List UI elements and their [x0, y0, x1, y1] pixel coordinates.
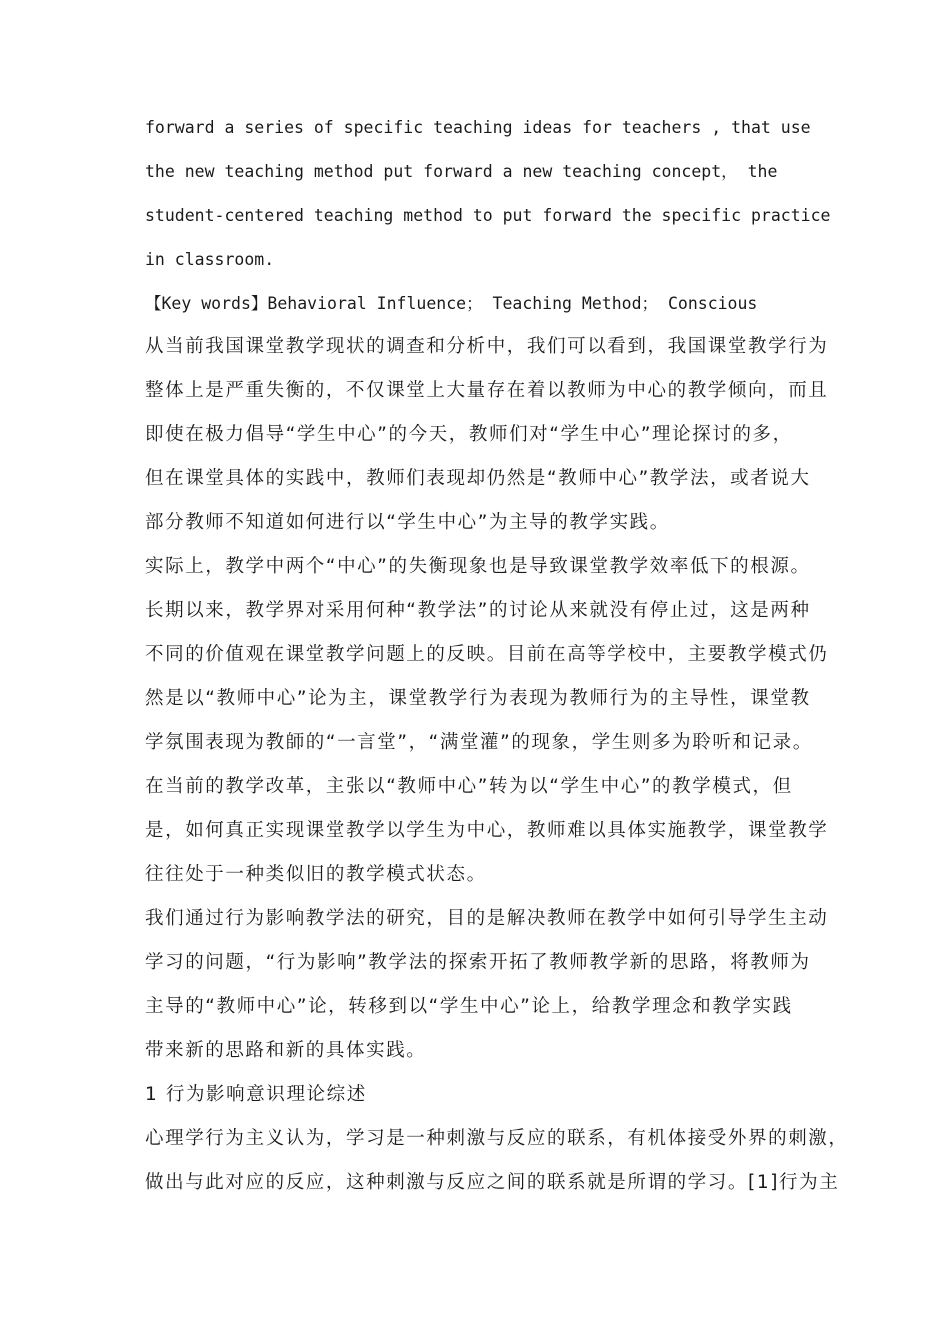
- paragraph-line: 是，如何真正实现课堂教学以学生为中心，教师难以具体实施教学，课堂教学: [145, 820, 829, 841]
- abstract-line: the new teaching method put forward a new teaching concept， the: [145, 162, 778, 181]
- paragraph-line: 往往处于一种类似旧的教学模式状态。: [145, 864, 487, 885]
- paragraph-line: 实际上，教学中两个“中心”的失衡现象也是导致课堂教学效率低下的根源。: [145, 556, 811, 577]
- abstract-line: forward a series of specific teaching ideas for teachers , that use: [145, 118, 811, 137]
- abstract-english: [145, 112, 831, 288]
- paragraph-line: 但在课堂具体的实践中，教师们表现却仍然是“教师中心”教学法，或者说大: [145, 468, 811, 489]
- paragraph-line: 主导的“教师中心”论，转移到以“学生中心”论上，给教学理念和教学实践: [145, 996, 793, 1017]
- paragraph-1: [145, 331, 829, 551]
- paragraph-line: 即使在极力倡导“学生中心”的今天，教师们对“学生中心”理论探讨的多，: [145, 424, 793, 445]
- paragraph-2: [145, 551, 829, 903]
- paragraph-line: 带来新的思路和新的具体实践。: [145, 1040, 427, 1061]
- paragraph-line: 从当前我国课堂教学现状的调查和分析中，我们可以看到，我国课堂教学行为: [145, 336, 829, 357]
- paragraph-line: 我们通过行为影响教学法的研究，目的是解决教师在教学中如何引导学生主动: [145, 908, 829, 929]
- section-heading: 1 行为影响意识理论综述: [145, 1084, 367, 1105]
- paragraph-line: 学氛围表现为教師的“一言堂”，“满堂灌”的现象，学生则多为聆听和记录。: [145, 732, 813, 753]
- paragraph-line: 不同的价值观在课堂教学问题上的反映。目前在高等学校中，主要教学模式仍: [145, 644, 829, 665]
- paragraph-line: 然是以“教师中心”论为主，课堂教学行为表现为教师行为的主导性，课堂教: [145, 688, 811, 709]
- paragraph-line: 在当前的教学改革，主张以“教师中心”转为以“学生中心”的教学模式，但: [145, 776, 793, 797]
- abstract-line: student-centered teaching method to put forward the specific practice: [145, 206, 831, 225]
- paragraph-line: 心理学行为主义认为，学习是一种刺激与反应的联系，有机体接受外界的刺激，: [145, 1128, 849, 1149]
- paragraph-line: 做出与此对应的反应，这种刺激与反应之间的联系就是所谓的学习。[1]行为主: [145, 1172, 840, 1193]
- keywords-line: 【Key words】Behavioral Influence； Teaching Method； Conscious: [145, 294, 758, 313]
- document-page: [145, 112, 849, 1211]
- paragraph-line: 整体上是严重失衡的，不仅课堂上大量存在着以教师为中心的教学倾向，而且: [145, 380, 829, 401]
- paragraph-line: 部分教师不知道如何进行以“学生中心”为主导的教学实践。: [145, 512, 670, 533]
- paragraph-4: [145, 1123, 849, 1211]
- abstract-line: in classroom.: [145, 250, 275, 269]
- paragraph-line: 长期以来，教学界对采用何种“教学法”的讨论从来就没有停止过，这是两种: [145, 600, 811, 621]
- paragraph-line: 学习的问题，“行为影响”教学法的探索开拓了教师教学新的思路，将教师为: [145, 952, 811, 973]
- paragraph-3: [145, 903, 829, 1079]
